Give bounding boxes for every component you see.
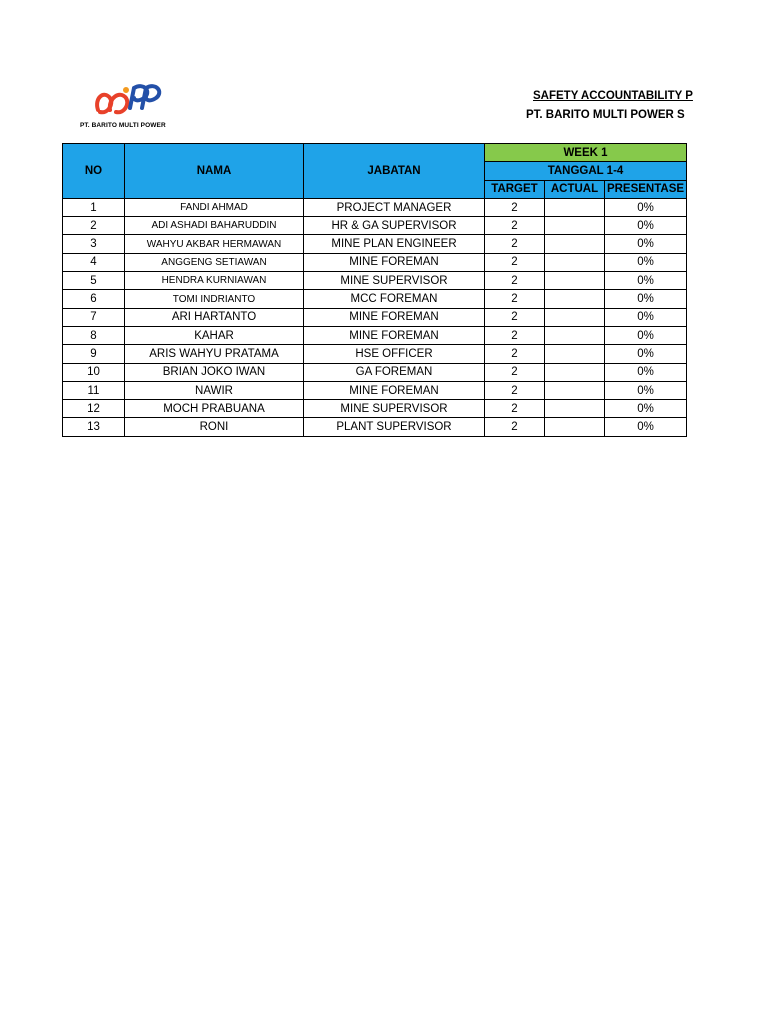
cell-jabatan[interactable]: MCC FOREMAN (304, 290, 485, 308)
table-row (63, 235, 687, 253)
table-row (63, 418, 687, 436)
bmp-logo-icon (90, 80, 170, 120)
cell-no[interactable]: 9 (63, 345, 125, 363)
table-row (63, 217, 687, 235)
header-nama: NAMA (125, 144, 304, 199)
cell-presentase[interactable]: 0% (605, 418, 687, 436)
table-row (63, 381, 687, 399)
cell-nama[interactable]: ANGGENG SETIAWAN (125, 253, 304, 271)
cell-jabatan[interactable]: MINE FOREMAN (304, 326, 485, 344)
accountability-table (62, 143, 687, 437)
table-row (63, 363, 687, 381)
header-no: NO (63, 144, 125, 199)
cell-presentase[interactable]: 0% (605, 381, 687, 399)
cell-actual[interactable] (545, 272, 605, 290)
cell-presentase[interactable]: 0% (605, 400, 687, 418)
cell-no[interactable]: 10 (63, 363, 125, 381)
cell-target[interactable]: 2 (485, 217, 545, 235)
cell-no[interactable]: 2 (63, 217, 125, 235)
cell-nama[interactable]: WAHYU AKBAR HERMAWAN (125, 235, 304, 253)
cell-nama[interactable]: ARIS WAHYU PRATAMA (125, 345, 304, 363)
cell-target[interactable]: 2 (485, 290, 545, 308)
cell-actual[interactable] (545, 308, 605, 326)
cell-no[interactable]: 7 (63, 308, 125, 326)
logo-text: PT. BARITO MULTI POWER (80, 122, 166, 129)
cell-jabatan[interactable]: MINE SUPERVISOR (304, 272, 485, 290)
cell-nama[interactable]: RONI (125, 418, 304, 436)
table-row (63, 308, 687, 326)
document-title: SAFETY ACCOUNTABILITY P (533, 90, 693, 102)
cell-target[interactable]: 2 (485, 326, 545, 344)
cell-target[interactable]: 2 (485, 345, 545, 363)
cell-nama[interactable]: TOMI INDRIANTO (125, 290, 304, 308)
cell-presentase[interactable]: 0% (605, 217, 687, 235)
table-row (63, 272, 687, 290)
cell-target[interactable]: 2 (485, 400, 545, 418)
cell-nama[interactable]: KAHAR (125, 326, 304, 344)
cell-presentase[interactable]: 0% (605, 235, 687, 253)
cell-actual[interactable] (545, 400, 605, 418)
cell-presentase[interactable]: 0% (605, 290, 687, 308)
table-row (63, 326, 687, 344)
cell-nama[interactable]: NAWIR (125, 381, 304, 399)
table-row (63, 400, 687, 418)
document-subtitle: PT. BARITO MULTI POWER S (526, 109, 685, 121)
header-presentase: PRESENTASE (605, 180, 687, 198)
header-jabatan: JABATAN (304, 144, 485, 199)
cell-jabatan[interactable]: MINE FOREMAN (304, 381, 485, 399)
header-tanggal: TANGGAL 1-4 (485, 162, 687, 180)
cell-target[interactable]: 2 (485, 272, 545, 290)
cell-actual[interactable] (545, 363, 605, 381)
cell-actual[interactable] (545, 290, 605, 308)
cell-nama[interactable]: FANDI AHMAD (125, 198, 304, 216)
cell-nama[interactable]: ARI HARTANTO (125, 308, 304, 326)
table-row (63, 345, 687, 363)
cell-no[interactable]: 13 (63, 418, 125, 436)
cell-no[interactable]: 6 (63, 290, 125, 308)
header-week: WEEK 1 (485, 144, 687, 162)
header-target: TARGET (485, 180, 545, 198)
cell-jabatan[interactable]: MINE FOREMAN (304, 308, 485, 326)
cell-actual[interactable] (545, 381, 605, 399)
cell-actual[interactable] (545, 345, 605, 363)
cell-presentase[interactable]: 0% (605, 253, 687, 271)
cell-presentase[interactable]: 0% (605, 198, 687, 216)
cell-no[interactable]: 4 (63, 253, 125, 271)
cell-presentase[interactable]: 0% (605, 272, 687, 290)
cell-nama[interactable]: HENDRA KURNIAWAN (125, 272, 304, 290)
cell-nama[interactable]: BRIAN JOKO IWAN (125, 363, 304, 381)
cell-presentase[interactable]: 0% (605, 326, 687, 344)
cell-target[interactable]: 2 (485, 198, 545, 216)
cell-jabatan[interactable]: PROJECT MANAGER (304, 198, 485, 216)
cell-jabatan[interactable]: GA FOREMAN (304, 363, 485, 381)
cell-actual[interactable] (545, 253, 605, 271)
cell-no[interactable]: 1 (63, 198, 125, 216)
cell-no[interactable]: 11 (63, 381, 125, 399)
table-row (63, 198, 687, 216)
cell-target[interactable]: 2 (485, 381, 545, 399)
cell-actual[interactable] (545, 235, 605, 253)
table-row (63, 290, 687, 308)
cell-actual[interactable] (545, 217, 605, 235)
cell-presentase[interactable]: 0% (605, 345, 687, 363)
cell-no[interactable]: 8 (63, 326, 125, 344)
cell-jabatan[interactable]: HR & GA SUPERVISOR (304, 217, 485, 235)
cell-target[interactable]: 2 (485, 418, 545, 436)
header-actual: ACTUAL (545, 180, 605, 198)
cell-no[interactable]: 5 (63, 272, 125, 290)
cell-jabatan[interactable]: MINE SUPERVISOR (304, 400, 485, 418)
cell-jabatan[interactable]: PLANT SUPERVISOR (304, 418, 485, 436)
company-logo (76, 80, 176, 132)
cell-jabatan[interactable]: MINE PLAN ENGINEER (304, 235, 485, 253)
table-row (63, 253, 687, 271)
cell-target[interactable]: 2 (485, 253, 545, 271)
cell-target[interactable]: 2 (485, 363, 545, 381)
cell-nama[interactable]: ADI ASHADI BAHARUDDIN (125, 217, 304, 235)
cell-no[interactable]: 12 (63, 400, 125, 418)
cell-actual[interactable] (545, 418, 605, 436)
cell-presentase[interactable]: 0% (605, 308, 687, 326)
cell-jabatan[interactable]: MINE FOREMAN (304, 253, 485, 271)
cell-actual[interactable] (545, 326, 605, 344)
cell-no[interactable]: 3 (63, 235, 125, 253)
cell-presentase[interactable]: 0% (605, 363, 687, 381)
cell-target[interactable]: 2 (485, 235, 545, 253)
cell-nama[interactable]: MOCH PRABUANA (125, 400, 304, 418)
cell-target[interactable]: 2 (485, 308, 545, 326)
cell-jabatan[interactable]: HSE OFFICER (304, 345, 485, 363)
cell-actual[interactable] (545, 198, 605, 216)
